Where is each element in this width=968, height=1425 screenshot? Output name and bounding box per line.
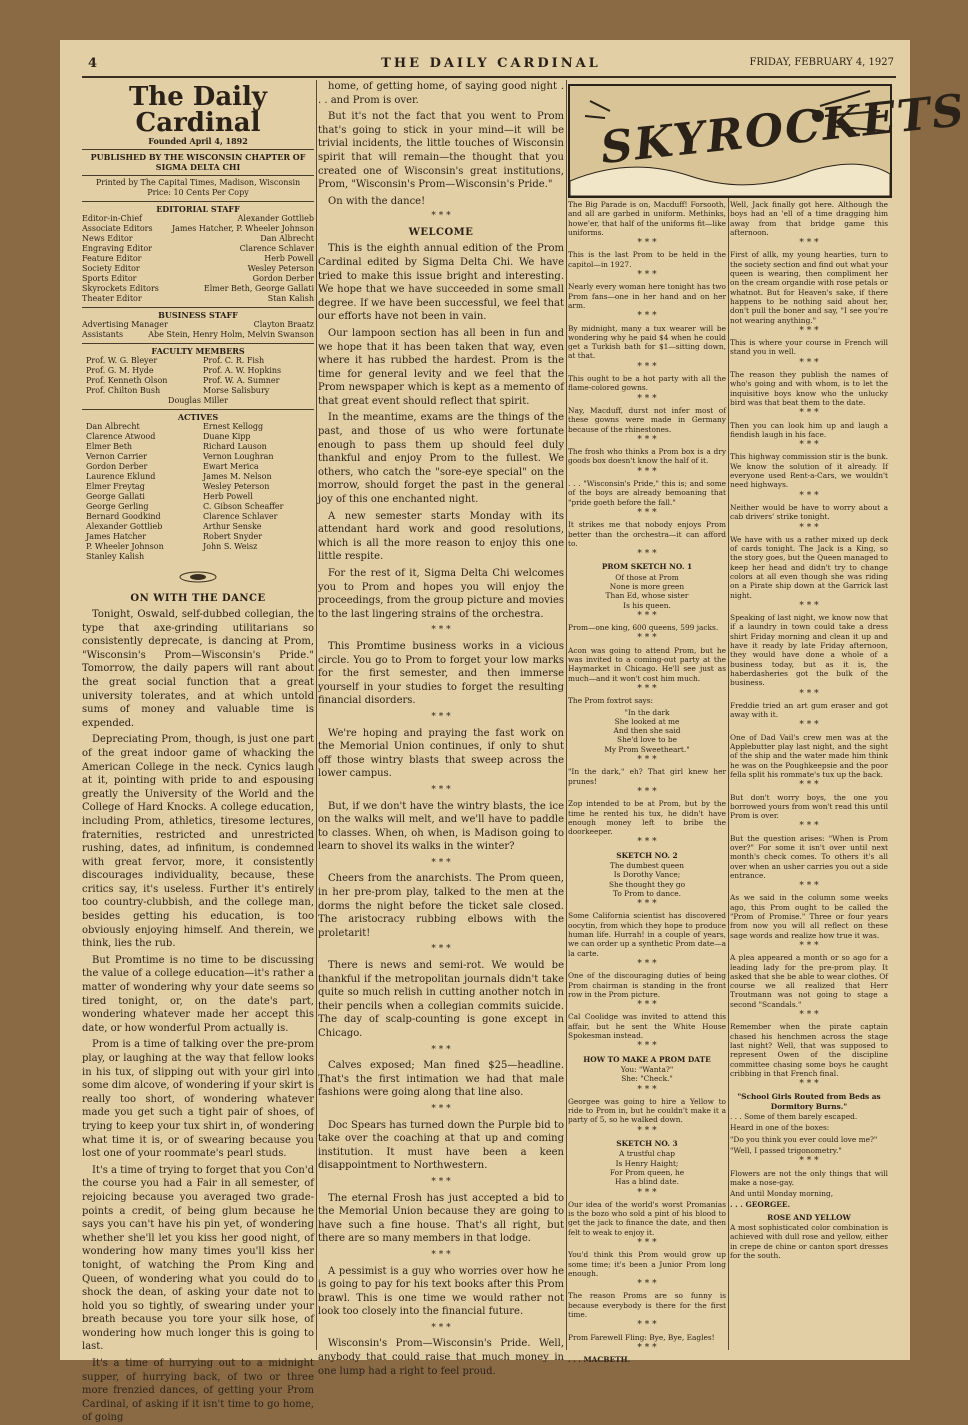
active-name: Dan Albrecht [86,422,140,431]
separator: * * * [799,490,819,501]
active-name: Gordon Derber [86,462,148,471]
paragraph: We're hoping and praying the fast work on the Memorial Union continues, if only to shut off those wintry blasts that sweep across the lower campus. [318,727,564,780]
paragraph: It's a time of trying to forget that you Con'd the course you had a Fair in all semester, of rejoicing because you averaged two grade-points a credit, of being glum because he says you can't have his pin yet, of wondering whether she'll let you kiss her good night, of wondering how many times you'll kiss her tonight, of watching the Prom King and Queen, of wondering what you could do to shock the dean, of asking your date not to hold you so tightly, of swearing under your breath because you tore your silk hose, of wondering how much longer this is going to last. [82,1164,314,1353]
separator: * * * [431,857,451,868]
actives-last: Stanley Kalish [86,552,145,561]
skyrockets-title: SKYROCKETS [598,84,968,175]
poem-line: The dumbest queen [609,861,685,870]
separator: * * * [799,357,819,368]
staff-row [82,284,314,294]
active-name: Clarence Schlaver [203,512,278,521]
poem-line: My Prom Sweetheart." [604,744,690,754]
quip: Then you can look him up and laugh a fiendish laugh in his face. [730,420,888,439]
paragraph: Cheers from the anarchists. The Prom queen, in her pre-prom play, talked to the men at the dorms the night before the ticket sale closed. The aristocracy rubbing elbows with the proletarit! [318,873,564,939]
staff-role: News Editor [82,234,133,243]
separator: * * * [637,1320,657,1331]
paragraph: Calves exposed; Man fined $25—headline. That's the first intimation we had that male fashions were going along that line also. [318,1060,564,1099]
signature: . . . MACBETH. [568,1355,631,1365]
separator: * * * [637,1084,657,1095]
dance-editorial-continued [318,80,564,208]
poem-line: Is Henry Haight; [615,1158,679,1168]
quip: And until Monday morning, [730,1189,834,1199]
separator: * * * [799,1156,819,1167]
founded-line: Founded April 4, 1892 [148,136,248,146]
active-name: James Hatcher [86,532,147,541]
poem-title: SKETCH NO. 2 [616,850,678,860]
quip: Georgee was going to hire a Yellow to ride to Prom in, but he couldn't make it a party of 5, so he walked down. [568,1096,726,1125]
quip: One of the discouraging duties of being Prom chairman is standing in the front row in the Prom picture. [568,971,726,999]
quip: Heard in one of the boxes: [730,1123,830,1133]
poem-line: For Prom queen, he [609,1167,685,1177]
quip: . . . "Wisconsin's Pride," this is; and some of the boys are already bemoaning that "pride goeth before the fall." [568,479,726,507]
separator: * * * [799,1079,819,1090]
column-divider [316,80,317,1350]
quip: This ought to be a hot party with all the flame-colored gowns. [568,374,726,393]
welcome-heading: WELCOME [408,227,474,239]
separator: * * * [431,1176,451,1187]
faculty-list [82,356,314,396]
quip: The reason Proms are so funny is because everybody is there for the first time. [568,1291,726,1320]
separator: * * * [637,958,657,969]
paragraph: A new semester starts Monday with its attendant hard work and good resolutions, which is all the more reason to enjoy this one little respite. [318,510,564,563]
active-name: Ernest Kellogg [203,422,264,431]
staff-name: Clarence Schlaver [239,244,314,253]
paragraph: It's a time of hurrying out to a midnight supper, of hurrying back, of two or three more frenzied dances, of getting your Prom Cardinal, of asking if it isn't time to go home, of going [82,1358,314,1424]
staff-name: Abe Stein, Henry Holm, Melvin Swanson [148,330,314,339]
poem-line: She looked at me [614,716,680,726]
quip: This highway commission stir is the bunk. We know the solution of it already. If everyone used Rent-a-Cars, we wouldn't need highways. [730,452,888,490]
dance-editorial [82,608,314,1425]
poem-line: Of those at Prom [615,572,679,582]
active-name: John S. Weisz [203,542,258,551]
paragraph: The eternal Frosh has just accepted a bid to the Memorial Union because they are going to have such a fine house. That's all right, but there are so many members in that lodge. [318,1192,564,1245]
quip: But don't worry boys, the one you borrowed yours from won't read this until Prom is over. [730,792,888,821]
staff-role: Associate Editors [82,224,153,233]
business-staff-heading: BUSINESS STAFF [82,307,314,320]
separator: * * * [637,434,657,445]
quip: Our idea of the world's worst Promanias is the bozo who sold a pint of his blood to get the jack to finance the date, and then felt to weak to enjoy it. [568,1199,726,1237]
active-name: P. Wheeler Johnson [86,542,164,551]
paragraph: For the rest of it, Sigma Delta Chi welcomes you to Prom and hopes you will enjoy the proceedings, from the group picture and movies to the last lingering strains of the orchestra. [318,568,564,620]
separator: * * * [799,821,819,832]
separator: * * * [431,944,451,955]
paragraph: This is the eighth annual edition of the Prom Cardinal edited by Sigma Delta Chi. We have tried to make this issue bright and interesting. We hope that we have succeeded in some small degree. If we have been successful, we feel that our efforts have not been in vain. [318,243,564,323]
faculty-name: Prof. W. A. Sumner [203,376,280,385]
paragraph: Tonight, Oswald, self-dubbed collegian, the type that axe-grinding utilitarians so consistently deprecate, is dancing at Prom, "Wisconsin's Prom—Wisconsin's Pride." Tomorrow, the daily papers will rant about the great social function that a great university tolerates, and at which untold sums of money and valuable time is expended. [82,609,314,729]
separator: * * * [799,940,819,951]
skyrockets-column-4 [730,200,888,1260]
faculty-name: Prof. G. M. Hyde [86,366,154,375]
separator: * * * [637,755,657,766]
actives-heading: ACTIVES [82,409,314,422]
active-name: Elmer Beth [86,442,133,451]
quip: Acon was going to attend Prom, but he was invited to a coming-out party at the Haymarket in Chicago. He'll see just as much—and it won't cost him much. [568,645,726,683]
staff-name: Dan Albrecht [260,234,314,243]
paragraph: Wisconsin's Prom—Wisconsin's Pride. Well, anybody that could raise that much money in one lump had a right to feel proud. [318,1338,564,1377]
paragraph: home, of getting home, of saying good night . . . and Prom is over. [318,81,564,106]
separator: * * * [637,610,657,621]
staff-name: James Hatcher, P. Wheeler Johnson [171,224,314,233]
staff-row [82,274,314,284]
separator: * * * [637,1125,657,1136]
poem-line: "In the dark [624,707,670,717]
quip: You'd think this Prom would grow up some time; it's been a Junior Prom long enough. [568,1250,726,1278]
poem-title: HOW TO MAKE A PROM DATE [583,1054,711,1064]
rose-yellow-heading: ROSE AND YELLOW [767,1212,851,1222]
active-name: Richard Lauson [203,442,267,451]
actives-list [82,422,314,552]
staff-role: Editor-in-Chief [82,214,143,223]
page-number: 4 [88,56,98,71]
staff-role: Assistants [82,330,124,339]
separator: * * * [637,1041,657,1052]
paragraph: In the meantime, exams are the things of the past, and those of us who were fortunate enough to pass them up should feel duly thankful and enjoy Prom to the fullest. We others, who catch the "sore-eye special" on the morrow, should forget the past in the general joy of this one enchanted night. [318,412,564,506]
separator: * * * [637,270,657,281]
active-name: Wesley Peterson [203,482,270,491]
dance-heading: ON WITH THE DANCE [130,593,266,604]
poem-line: She thought they go [608,879,686,889]
active-name: Alexander Gottlieb [86,522,163,531]
separator: * * * [431,1103,451,1114]
staff-name: Stan Kalish [267,294,314,303]
ornament [82,568,314,587]
staff-name: Herb Powell [264,254,314,263]
printed-by: Printed by The Capital Times, Madison, Wisconsin [82,175,314,188]
active-name: Arthur Senske [203,522,262,531]
separator: * * * [799,325,819,336]
masthead-title: The Daily Cardinal [128,82,268,138]
poem-line: A trustful chap [619,1149,675,1159]
column-divider [728,198,729,1350]
separator: * * * [799,440,819,451]
separator: * * * [799,600,819,611]
separator: * * * [431,711,451,722]
paragraph: Prom is a time of talking over the pre-prom play, or laughing at the way that fellow looks in his tux, of slipping out with your girl into some dim alcove, of wondering if your skirt is really too short, of wondering whatever made you get such a tight pair of shoes, of trying to keep your tux shirt in, of wondering what time it is, or of swearing because you lost one of your roommate's pearl studs. [82,1039,314,1160]
business-staff-list [82,320,314,340]
poem-line: You: "Wanta?" [620,1064,674,1074]
separator: * * * [637,1187,657,1198]
poem-line: She'd love to be [617,735,677,745]
poem-line: Has a blind date. [615,1177,679,1187]
staff-row [82,330,314,340]
quip: A plea appeared a month or so ago for a leading lady for the pre-prom play. It asked that she be able to wear clothes. Of course we all realized that Herr Troutmann was not going to stage a second "Scandals." [730,953,888,1009]
skyrockets-banner [568,84,968,198]
staff-name: Elmer Beth, George Gallati [203,284,314,293]
paragraph: But, if we don't have the wintry blasts, the ice on the walks will melt, and we'll have to paddle to classes. When, oh when, is Madison going to learn to shovel its walks in the winter? [318,800,564,853]
quip: Flowers are not the only things that will make a nose-gay. [730,1168,888,1187]
paragraph: On with the dance! [328,195,426,207]
page-header [88,54,894,76]
signature: . . . GEORGEE. [730,1200,791,1210]
separator: * * * [431,625,451,636]
staff-role: Skyrockets Editors [82,284,159,293]
separator: * * * [637,238,657,249]
active-name: Bernard Goodkind [86,512,161,521]
column-1 [82,80,314,1424]
poem-line: Is Dorothy Vance; [613,870,681,880]
staff-name: Gordon Derber [252,274,314,283]
column-divider [566,80,567,1350]
quip: "In the dark," eh? That girl knew her prunes! [568,767,726,786]
quip: Freddie tried an art gum eraser and got away with it. [730,700,888,720]
quip: The reason they publish the names of who's going and with whom, is to let the inquisitive boys know who the unlucky bird was that beat them to the date. [730,370,888,407]
staff-name: Clayton Braatz [253,320,314,329]
poem-title: SKETCH NO. 3 [616,1139,678,1149]
column-2 [318,80,564,1377]
staff-row [82,294,314,304]
separator: * * * [799,408,819,419]
quip: First of allk, my young hearties, turn to the society section and find out what your queen is wearing, then compliment her on the cream organdie with rose petals or whatnot. But for Heaven's sake, if there happens to be nothing said about her, don't pull the boner and say, "I see you're not wearing anything." [730,250,888,325]
quip: The Prom foxtrot says: [568,696,654,706]
staff-name: Wesley Peterson [247,264,314,273]
poem-line: To Prom to dance. [613,888,681,898]
active-name: Duane Kipp [203,432,251,441]
price: Price: 10 Cents Per Copy [147,188,249,197]
staff-role: Engraving Editor [82,244,152,253]
staff-role: Society Editor [82,264,140,273]
active-name: C. Gibson Scheaffer [203,502,284,511]
separator: * * * [799,238,819,249]
staff-role: Sports Editor [82,274,137,283]
active-name: Vernon Loughran [203,452,274,461]
paragraph: Our lampoon section has all been in fun and we hope that it has been taken that way, even where it has rubbed the hardest. Prom is the time for general levity and we feel that the Prom newspaper which is kept as a memento of that great event should reflect that spirit. [318,327,564,407]
paragraph: A pessimist is a guy who worries over how he is going to pay for his text books after this Prom brawl. This is one time we would rather not look too closely into the financial future. [318,1265,564,1318]
separator: * * * [637,1000,657,1011]
active-name: Vernon Carrier [86,452,147,461]
separator: * * * [637,507,657,518]
poem-line: None is more green [609,581,685,591]
skyrockets-column-3 [568,200,726,1365]
paragraph: But Promtime is no time to be discussing the value of a college education—it's rather a matter of wondering why your date seems so tired tonight, or, on the date's part, wondering whatever made her accept this date, or how wonderful Prom actually is. [82,954,314,1034]
poem-title: PROM SKETCH NO. 1 [601,562,693,572]
newspaper-page [60,40,968,1424]
separator: * * * [637,393,657,404]
separator: * * * [637,633,657,644]
active-name: George Gerling [86,502,149,511]
active-name: Herb Powell [203,492,253,501]
welcome-editorial [318,242,564,621]
staff-role: Feature Editor [82,254,142,263]
active-name: James M. Nelson [203,472,272,481]
staff-row [82,320,314,330]
active-name: Ewart Merica [203,462,259,471]
quip: Some California scientist has discovered oocytin, from which they hope to produce human life. Hurrah! in a couple of years, we can order up a synthetic Prom date—a la carte. [568,911,726,958]
paragraph: Doc Spears has turned down the Purple bid to take over the coaching at that up and coming institution. It must have been a keen disappointment to Northwestern. [318,1119,564,1172]
quip: It strikes me that nobody enjoys Prom better than the orchestra—it can afford to. [568,520,726,548]
separator: * * * [637,549,657,560]
separator: * * * [799,688,819,699]
staff-name: Alexander Gottlieb [237,214,314,223]
staff-row [82,254,314,264]
quip: "Well, I passed trigonometry." [730,1145,842,1155]
headline-quote: "School Girls Routed from Beds as Dormitory Burns." [737,1092,881,1111]
staff-role: Theater Editor [82,294,142,303]
staff-row [82,244,314,254]
column-3 [568,200,726,1365]
faculty-name: Prof. Chilton Bush [86,386,161,395]
separator: * * * [799,881,819,892]
header-rule [82,76,896,78]
editorial-paragraphs [318,624,564,1378]
quip: The Big Parade is on, Macduff! Forsooth, and all are garbed in uniform. Methinks, howe'er, that half of the uniforms fit—like uniforms. [568,200,726,237]
separator: * * * [799,720,819,731]
paragraph: There is news and semi-rot. We would be thankful if the metropolitan journals didn't take quite so much relish in cutting another notch in their pencils when a collegian commits suicide. The day of scalp-counting is gone except in Chicago. [318,960,564,1039]
paragraph: But it's not the fact that you went to Prom that's going to stick in your mind—it will be trivial incidents, the little touches of Wisconsin spirit that will remain—the thought that you created one of Wisconsin's great institutions, Prom, "Wisconsin's Prom—Wisconsin's Pride." [318,111,564,191]
quip: Prom Farewell Fling: Bye, Bye, Eagles! [568,1332,715,1342]
poem-line: Than Ed, whose sister [605,591,689,601]
editorial-staff-list [82,214,314,304]
poem-line: Is his queen. [623,600,671,610]
separator: * * * [799,522,819,533]
separator: * * * [431,211,451,222]
paragraph: This Promtime business works in a vicious circle. You go to Prom to forget your low marks for the first semester, and then immerse yourself in your studies to forget the resulting financial disorders. [318,640,564,707]
quip: Zop intended to be at Prom, but by the time he rented his tux, he didn't have enough money left to bribe the doorkeeper. [568,799,726,837]
faculty-name: Prof. Kenneth Olson [86,376,168,385]
column-4 [730,200,888,1350]
faculty-name: Prof. C. R. Fish [203,356,265,365]
quip: One of Dad Vail's crew men was at the Applebutter play last night, and the sight of the ship and the water made him think he was on the Poughkeepsie and the poor fella split his rommate's tux up the back. [730,732,888,779]
separator: * * * [799,1010,819,1021]
separator: * * * [637,361,657,372]
quip: Prom—one king, 600 queens, 599 jacks. [568,623,719,633]
separator: * * * [637,1279,657,1290]
paper-name: THE DAILY CARDINAL [381,56,601,71]
staff-row [82,214,314,224]
quip: "Do you think you ever could love me?" [730,1134,878,1144]
separator: * * * [431,1322,451,1333]
editorial-staff-heading: EDITORIAL STAFF [82,201,314,214]
quip: Well, Jack finally got here. Although the boys had an 'ell of a time dragging him away from that bridge game this afternoon. [730,200,888,237]
quip: We have with us a rather mixed up deck of cards tonight. The Jack is a King, so the story goes, but the Queen managed to keep her head and didn't try to change colors at all even though she was riding on a Pirate ship down at the Garrick last night. [730,534,888,600]
staff-row [82,224,314,234]
quip: Speaking of last night, we know now that if a laundry in town could take a dress shirt Friday morning and clean it up and have it ready by late Friday afternoon, they would have done a whole of a business today, but as it is, the haberdasheries got the bulk of the business. [730,613,888,688]
quip: By midnight, many a tux wearer will be wondering why he paid $4 when he could get a Turkish bath for $1—sitting down, at that. [568,323,726,361]
quip: Remember when the pirate captain chased his henchmen across the stage last night? Well, that was supposed to represent Owen of the discipline committee chasing some boys he caught cribbing in that French final. [730,1022,888,1078]
quip: Cal Coolidge was invited to attend this affair, but he sent the White House Spokesman instead. [568,1012,726,1041]
poem-line: And then she said [613,726,681,736]
separator: * * * [637,899,657,910]
quip: A most sophisticated color combination is achieved with dull rose and yellow, either in crepe de chine or canton sport dresses for the south. [730,1222,888,1260]
separator: * * * [637,837,657,848]
paragraph: Depreciating Prom, though, is just one part of the great indoor game of whacking the American College in the neck. Cynics laugh at it, pointing with pride to and espousing greatly the University of the World and the College of Hard Knocks. A college education, including Prom, athletics, tiresome lectures, fraternities, restricted and unrestricted rushing, dates, ad infinitum, is condemned with great fervor, more, it consistently discourages individuality, because, these critics say, it's useless. Further it's entirely too country-clubbish, and the college man, besides getting his education, is too obviously enjoying himself. And therein, we think, lies the rub. [82,734,314,950]
separator: * * * [637,466,657,477]
quip: This is the last Prom to be held in the capitol—in 1927. [568,250,726,269]
staff-row [82,264,314,274]
published-by: PUBLISHED BY THE WISCONSIN CHAPTER OF SIGMA DELTA CHI [82,149,314,172]
separator: * * * [431,784,451,795]
staff-row [82,234,314,244]
active-name: Robert Snyder [203,532,263,541]
separator: * * * [637,786,657,797]
separator: * * * [637,1342,657,1353]
active-name: George Gallati [86,492,145,501]
quip: Neither would be have to worry about a cab drivers' strike tonight. [730,502,888,522]
separator: * * * [431,1044,451,1055]
quip: But the question arises: "When is Prom over?" For some it isn't over until next month's check comes. To others it's all over when an usher carries you out a side entrance. [730,833,888,880]
quip: Nearly every woman here tonight has two Prom fans—one in her hand and on her arm. [568,282,726,310]
separator: * * * [637,1237,657,1248]
faculty-name: Morse Salisbury [203,386,270,395]
faculty-heading: FACULTY MEMBERS [82,343,314,356]
quip: As we said in the column some weeks ago, this Prom ought to be called the "Prom of Promise." Three or four years from now you will all reflect on these sage words and realize how true it was. [730,893,888,940]
faculty-name: Prof. W. G. Bleyer [86,356,158,365]
quip: The frosh who thinks a Prom box is a dry goods box doesn't know the half of it. [568,447,726,466]
quip: . . . Some of them barely escaped. [730,1112,858,1122]
faculty-last: Douglas Miller [168,396,228,405]
quip: Nay, Macduff, durst not infer most of these gowns were made in Germany because of the rhinestones. [568,405,726,434]
separator: * * * [431,1249,451,1260]
active-name: Laurence Eklund [86,472,156,481]
faculty-name: Prof. A. W. Hopkins [203,366,282,375]
issue-date: FRIDAY, FEBRUARY 4, 1927 [749,57,894,68]
separator: * * * [637,683,657,694]
quip: This is where your course in French will stand you in well. [730,338,888,357]
staff-role: Advertising Manager [82,320,168,329]
separator: * * * [637,311,657,322]
active-name: Elmer Freytag [86,482,145,491]
separator: * * * [799,780,819,791]
active-name: Clarence Atwood [86,432,156,441]
poem-line: She: "Check." [621,1074,673,1084]
